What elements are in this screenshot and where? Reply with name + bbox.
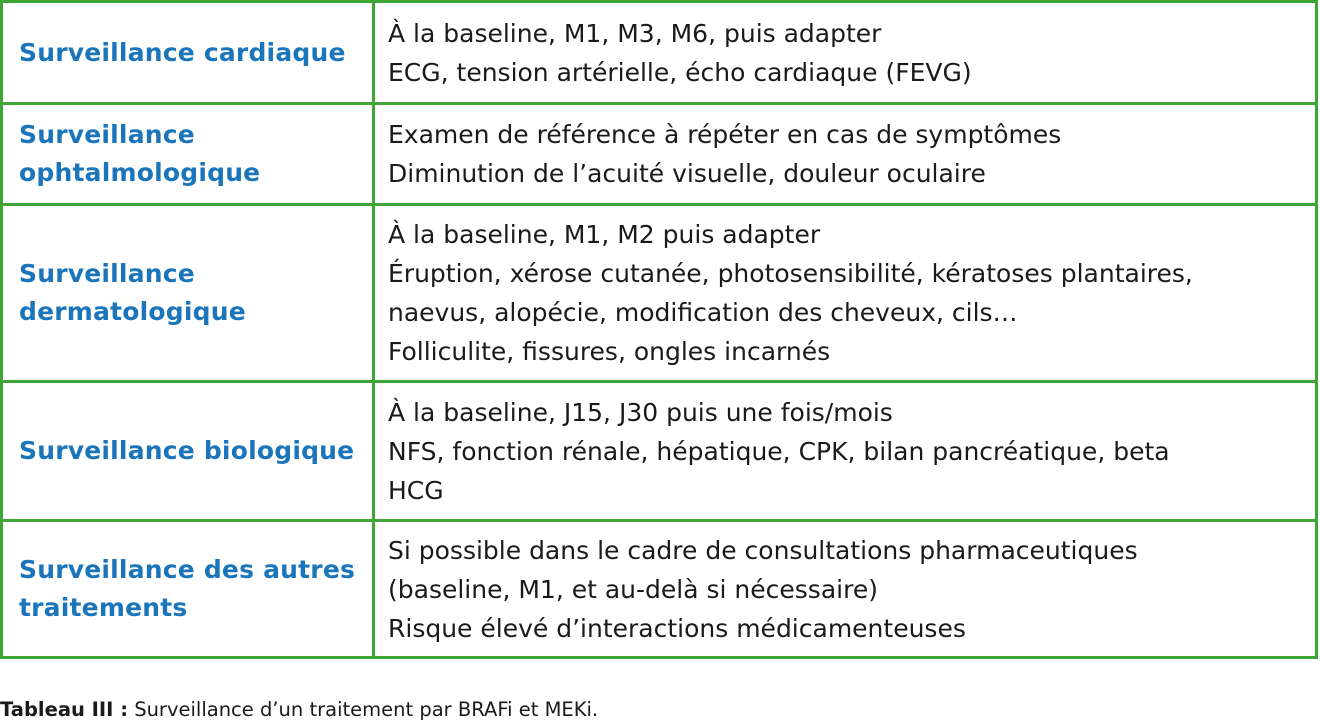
row-content-line: HCG (388, 475, 444, 505)
caption-text: Surveillance d’un traitement par BRAFi et MEKi. (128, 698, 599, 721)
row-content-line: Si possible dans le cadre de consultations pharmaceutiques (388, 535, 1138, 565)
row-label-line: Surveillance des autres (19, 555, 356, 584)
column-divider (372, 3, 375, 656)
row-content-line: À la baseline, M1, M2 puis adapter (388, 220, 821, 249)
row-content-biologique (388, 383, 1305, 519)
row-label-line: Surveillance biologique (19, 436, 355, 465)
row-content-line: Risque élevé d’interactions médicamenteuses (388, 613, 966, 643)
row-label-line: ophtalmologique (19, 158, 261, 187)
row-content-line: ECG, tension artérielle, écho cardiaque (FEVG) (388, 57, 972, 87)
row-label-ophtalmologique (19, 105, 364, 203)
row-content-line: Examen de référence à répéter en cas de symptômes (388, 120, 1062, 149)
table-caption (0, 697, 598, 723)
row-label-dermatologique (19, 206, 364, 380)
row-label-line: Surveillance cardiaque (19, 37, 346, 67)
row-content-line: Folliculite, fissures, ongles incarnés (388, 337, 831, 366)
row-label-line: traitements (19, 593, 188, 622)
row-content-line: À la baseline, M1, M3, M6, puis adapter (388, 18, 882, 48)
row-content-autres-traitements (388, 522, 1305, 656)
row-content-line: Éruption, xérose cutanée, photosensibilité, kératoses plantaires, (388, 259, 1193, 288)
row-label-biologique (19, 383, 364, 519)
row-content-line: Diminution de l’acuité visuelle, douleur oculaire (388, 159, 986, 188)
row-label-autres-traitements (19, 522, 364, 656)
row-content-ophtalmologique (388, 105, 1305, 203)
row-content-line: NFS, fonction rénale, hépatique, CPK, bilan pancréatique, beta (388, 436, 1170, 466)
row-content-line: (baseline, M1, et au-delà si nécessaire) (388, 574, 878, 604)
row-label-line: Surveillance (19, 120, 195, 149)
row-content-line: naevus, alopécie, modification des cheveux, cils… (388, 298, 1018, 327)
row-content-line: À la baseline, J15, J30 puis une fois/mois (388, 397, 893, 427)
caption-prefix: Tableau III : (0, 698, 128, 721)
row-content-dermatologique (388, 206, 1305, 380)
row-content-cardiaque (388, 3, 1305, 102)
row-label-line: Surveillance (19, 259, 195, 288)
row-label-cardiaque (19, 3, 364, 102)
row-label-line: dermatologique (19, 297, 246, 326)
